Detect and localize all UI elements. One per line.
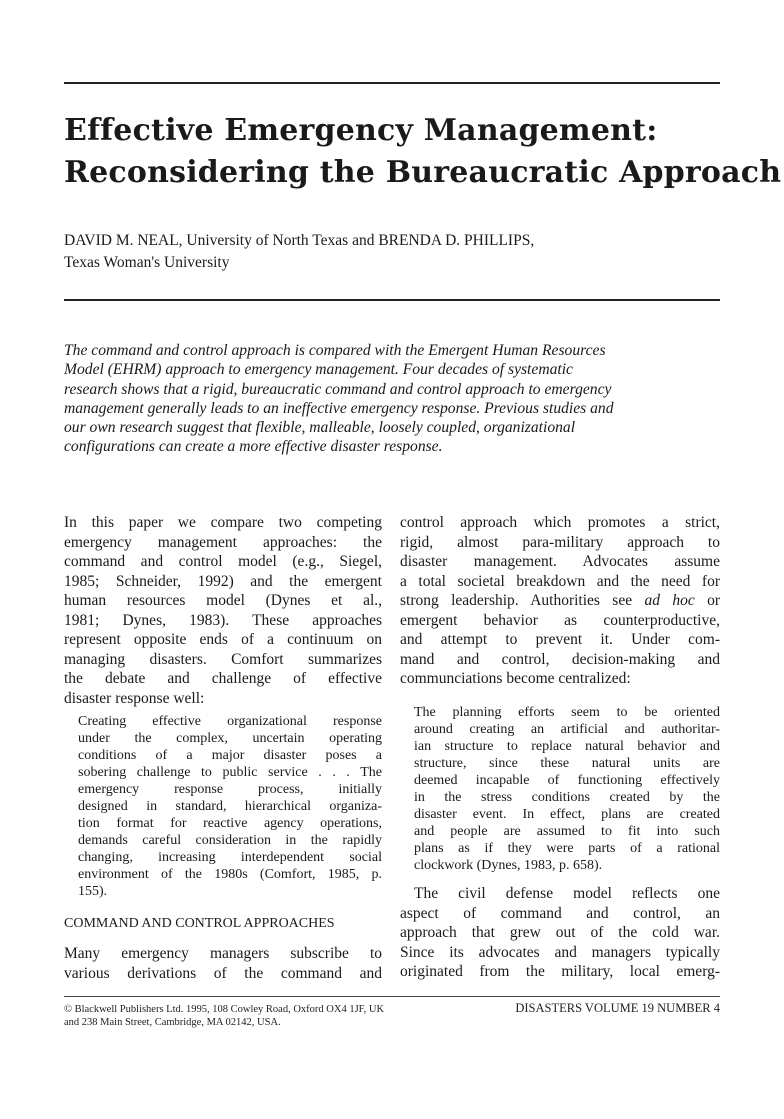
text-line: emergency response process, initially [78,782,382,797]
text-line: our own research suggest that flexible, malleable, loosely coupled, organizational [64,419,576,437]
text-line: around creating an artificial and authoritar- [414,722,720,737]
author-line: DAVID M. NEAL, University of North Texas and BRENDA D. PHILLIPS, [64,232,535,249]
text-line: aspect of command and control, an [400,904,720,922]
text-line: managing disasters. Comfort summarizes [64,650,382,668]
text-line: plans as if they were parts of a rational [414,841,720,856]
authors [64,230,534,274]
text-line: conditions of a major disaster poses a [78,748,382,763]
article-title [64,110,781,194]
text-line: and attempt to prevent it. Under com- [400,631,720,648]
title-line: Reconsidering the Bureaucratic Approach [64,155,782,190]
text-line: designed in standard, hierarchical organiza- [78,799,382,814]
section-heading: COMMAND AND CONTROL APPROACHES [64,916,335,931]
text-line: The civil defense model reflects one [414,885,720,902]
text-line: in the stress conditions created by the [414,790,720,805]
text-line: Creating effective organizational response [78,714,382,729]
abstract [64,341,720,457]
copyright-line: and 238 Main Street, Cambridge, MA 02142, USA. [64,1017,281,1028]
text-line: deemed incapable of functioning effectively [414,773,720,788]
abstract-rule [64,299,720,301]
right-para-2 [400,884,720,982]
text-line: various derivations of the command and [64,964,382,982]
text-line: emergent behavior as counterproductive, [400,611,720,629]
text-line: command and control model (e.g., Siegel, [64,553,382,570]
text-line: Since its advocates and managers typically [400,943,720,961]
text-line: sobering challenge to public service . . . The [78,765,382,780]
text-line: demands careful consideration in the rapidly [78,833,382,848]
text-line: and people are assumed to fit into such [414,824,720,839]
text-line: research shows that a rigid, bureaucratic command and control approach to emergency [64,380,612,398]
left-para-1 [64,513,382,708]
text-line: configurations can create a more effective disaster response. [64,438,443,456]
text-line: approach that grew out of the cold war. [400,924,720,941]
right-quote [414,704,720,874]
text-line: a total societal breakdown and the need for [400,572,720,590]
text-line: emergency management approaches: the [64,533,382,551]
text-line: the debate and challenge of effective [64,670,382,687]
copyright [64,1003,384,1029]
text-line: Model (EHRM) approach to emergency management. Four decades of systematic [64,361,573,379]
text-line: disaster management. Advocates assume [400,553,720,570]
footer-rule [64,996,720,997]
copyright-line: © Blackwell Publishers Ltd. 1995, 108 Cowley Road, Oxford OX4 1JF, UK [64,1004,385,1015]
text-line: In this paper we compare two competing [64,514,382,531]
text-line: ian structure to replace natural behavior and [414,739,720,754]
text-line: 1985; Schneider, 1992) and the emergent [64,572,382,590]
text-line: The command and control approach is compared with the Emergent Human Resources [64,342,606,359]
journal-info: DISASTERS VOLUME 19 NUMBER 4 [515,1001,720,1015]
text-line: disaster event. In effect, plans are created [414,807,720,822]
text-line: 1981; Dynes, 1983). These approaches [64,611,382,629]
text-line: tion format for reactive agency operations, [78,816,382,831]
text-line: clockwork (Dynes, 1983, p. 658). [414,858,603,873]
text-line: disaster response well: [64,689,205,707]
text-line: under the complex, uncertain operating [78,731,382,746]
text-line: control approach which promotes a strict, [400,514,720,531]
text-line: human resources model (Dynes et al., [64,592,382,609]
text-line: mand and control, decision-making and [400,650,720,668]
text-line: environment of the 1980s (Comfort, 1985, p. [78,867,382,882]
text-line: communciations become centralized: [400,670,631,687]
text-line: changing, increasing interdependent social [78,850,382,865]
text-line: strong leadership. Authorities see ad hoc or [400,592,720,609]
left-para-2 [64,944,382,983]
text-line: 155). [78,884,108,899]
text-line: Many emergency managers subscribe to [64,945,382,962]
right-para-1 [400,513,720,689]
text-line: represent opposite ends of a continuum on [64,631,382,648]
left-quote [78,713,382,900]
text-line: originated from the military, local emerg- [400,963,720,980]
title-line: Effective Emergency Management: [64,113,658,148]
text-line: The planning efforts seem to be oriented [414,705,720,720]
text-line: rigid, almost para-military approach to [400,533,720,551]
text-line: structure, since these natural units are [414,756,720,771]
text-line: management generally leads to an ineffective emergency response. Previous studies and [64,399,614,417]
author-line: Texas Woman's University [64,254,230,271]
top-rule [64,82,720,84]
